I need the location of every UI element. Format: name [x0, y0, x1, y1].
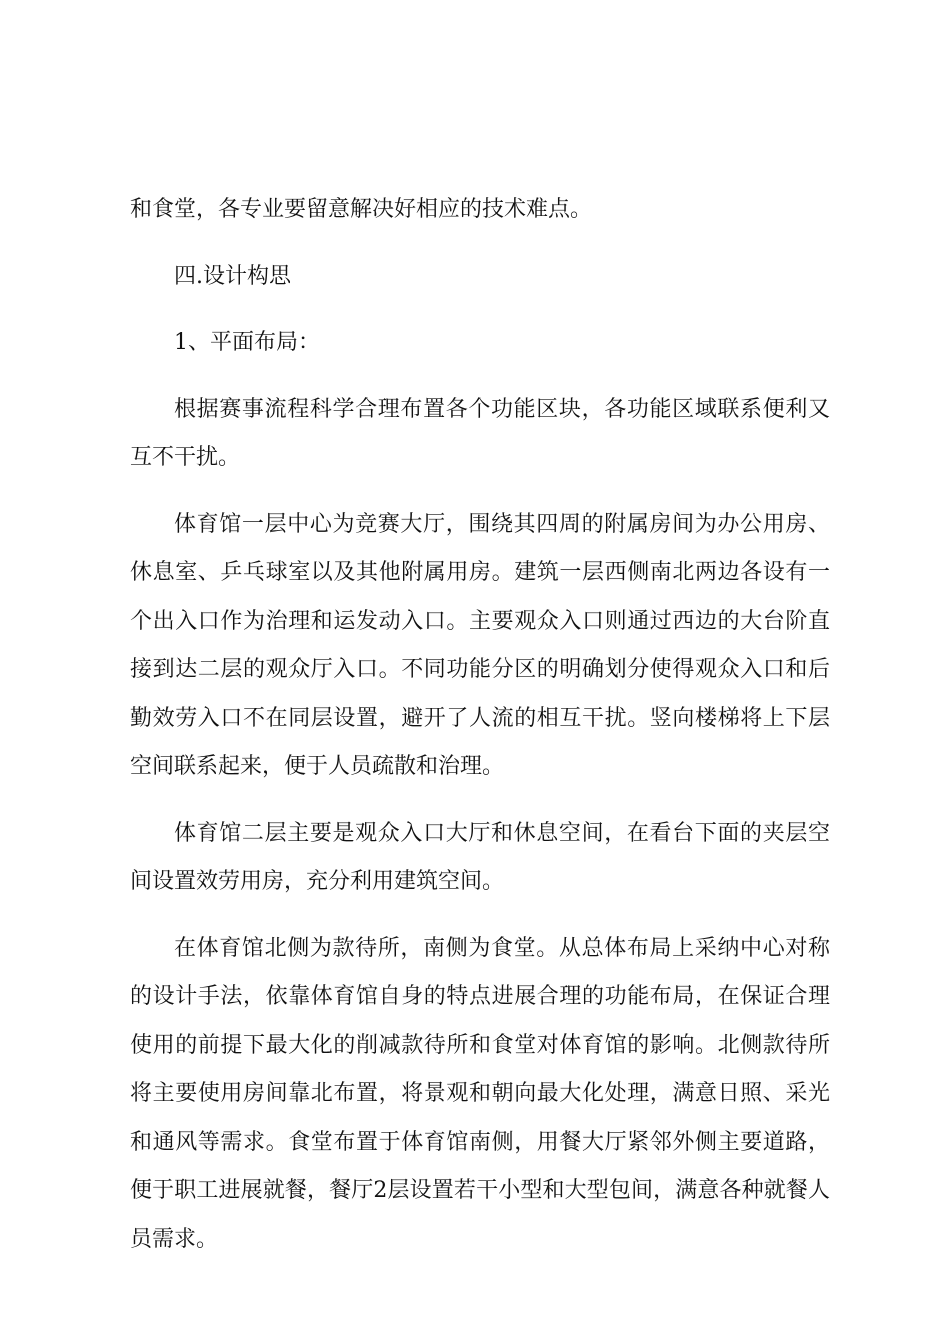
- section-heading-design-concept: 四.设计构思: [174, 263, 291, 289]
- paragraph-second-floor: 体育馆二层主要是观众入口大厅和休息空间，在看台下面的夹层空间设置效劳用房，充分利用建筑空间。: [130, 820, 830, 894]
- document-body: [130, 186, 830, 1282]
- paragraph-first-floor: 体育馆一层中心为竞赛大厅，围绕其四周的附属房间为办公用房、休息室、乒乓球室以及其他附属用房。建筑一层西侧南北两边各设有一个出入口作为治理和运发动入口。主要观众入口则通过西边的大台阶直接到达二层的观众厅入口。不同功能分区的明确划分使得观众入口和后勤效劳入口不在同层设置，避开了人流的相互干扰。竖向楼梯将上下层空间联系起来，便于人员疏散和治理。: [130, 511, 830, 779]
- paragraph-continuation: 和食堂，各专业要留意解决好相应的技术难点。: [130, 197, 593, 222]
- paragraph-guesthouse-canteen: 在体育馆北侧为款待所，南侧为食堂。从总体布局上采纳中心对称的设计手法，依靠体育馆自身的特点进展合理的功能布局，在保证合理使用的前提下最大化的削减款待所和食堂对体育馆的影响。北侧款待所将主要使用房间靠北布置，将景观和朝向最大化处理，满意日照、采光和通风等需求。食堂布置于体育馆南侧，用餐大厅紧邻外侧主要道路，便于职工进展就餐，餐厅2层设置若干小型和大型包间，满意各种就餐人员需求。: [130, 935, 830, 1252]
- paragraph-functional-zones: 根据赛事流程科学合理布置各个功能区块，各功能区域联系便利又互不干扰。: [130, 396, 830, 470]
- subheading-plan-layout: 1、平面布局：: [174, 330, 320, 355]
